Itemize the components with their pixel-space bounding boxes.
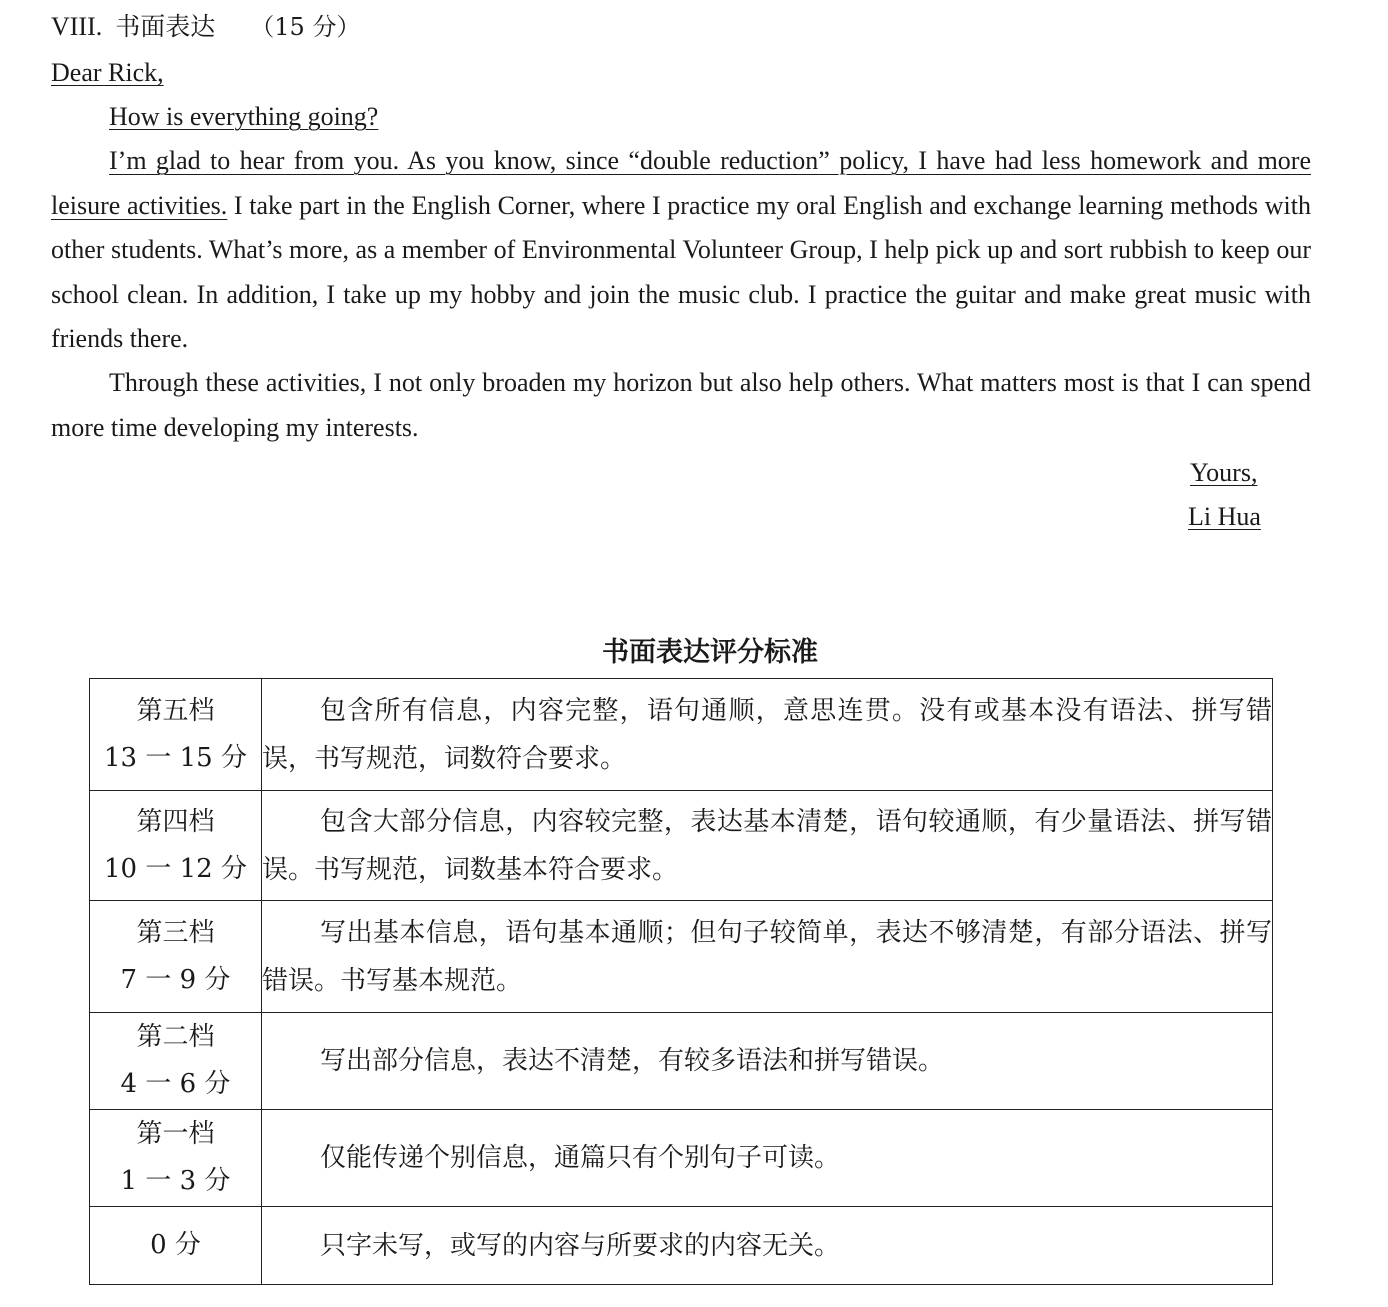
rubric-range: 7 一 9 分 [120, 964, 231, 995]
letter-paragraph-1-underlined: I’m glad to hear from you. As you know, since “double reduction” policy, I have had less homework and more leisure activities. [51, 146, 1311, 220]
rubric-range: 0 分 [150, 1230, 201, 1260]
letter-closing: Yours, [1190, 458, 1258, 487]
rubric-range: 1 一 3 分 [120, 1166, 231, 1196]
rubric-description-cell [262, 1207, 1273, 1285]
section-score: （15 分） [250, 13, 361, 41]
rubric-description-cell [262, 1110, 1273, 1207]
rubric-level-cell [90, 679, 262, 791]
section-title: 书面表达 [115, 12, 216, 41]
rubric-row [90, 901, 1273, 1013]
rubric-description: 包含所有信息，内容完整，语句通顺，意思连贯。没有或基本没有语法、拼写错误，书写规范，词数符合要求。 [262, 695, 1272, 774]
rubric-range: 10 一 12 分 [104, 853, 247, 884]
rubric-row [90, 791, 1273, 901]
rubric-level: 第一档 [136, 1119, 215, 1149]
rubric-level-cell [90, 1013, 262, 1110]
rubric-description: 只字未写，或写的内容与所要求的内容无关。 [320, 1230, 841, 1261]
rubric-description-cell [262, 679, 1273, 791]
rubric-description: 写出部分信息，表达不清楚，有较多语法和拼写错误。 [320, 1046, 945, 1076]
rubric-description-cell [262, 1013, 1273, 1110]
rubric-level-cell [90, 1207, 262, 1285]
rubric-table [89, 678, 1273, 1285]
rubric-range: 4 一 6 分 [120, 1069, 231, 1099]
rubric-title: 书面表达评分标准 [602, 637, 818, 668]
rubric-row [90, 1110, 1273, 1207]
letter-signature: Li Hua [1188, 502, 1261, 531]
rubric-description: 写出基本信息，语句基本通顺；但句子较简单，表达不够清楚，有部分语法、拼写错误。书写基本规范。 [262, 917, 1272, 996]
rubric-description-cell [262, 791, 1273, 901]
rubric-description: 包含大部分信息，内容较完整，表达基本清楚，语句较通顺，有少量语法、拼写错误。书写规范，词数基本符合要求。 [262, 806, 1272, 885]
section-header [51, 14, 360, 40]
rubric-row [90, 679, 1273, 791]
rubric-level-cell [90, 791, 262, 901]
rubric-row [90, 1207, 1273, 1285]
letter-greeting: Dear Rick, [51, 58, 164, 87]
letter-paragraph-1-rest: I take part in the English Corner, where I practice my oral English and exchange learning methods with other students. What’s more, as a member of Environmental Volunteer Group, I help pick up and sort rubbish to keep our school clean. In addition, I take up my hobby and join the music club. I practice the guitar and make great music with friends there. [51, 190, 1311, 353]
letter-paragraph-2: Through these activities, I not only broaden my horizon but also help others. What matters most is that I can spend more time developing my interests. [51, 368, 1311, 442]
section-number: VIII. [51, 12, 103, 41]
letter-paragraph-1 [51, 139, 1311, 362]
rubric-description-cell [262, 901, 1273, 1013]
rubric-level: 第二档 [136, 1022, 215, 1052]
letter-opening: How is everything going? [109, 102, 379, 131]
rubric-level: 第五档 [136, 695, 215, 726]
rubric-level-cell [90, 901, 262, 1013]
rubric-row [90, 1013, 1273, 1110]
rubric-range: 13 一 15 分 [104, 742, 247, 773]
rubric-level-cell [90, 1110, 262, 1207]
rubric-description: 仅能传递个别信息，通篇只有个别句子可读。 [320, 1143, 841, 1173]
rubric-level: 第三档 [136, 917, 215, 948]
rubric-level: 第四档 [136, 806, 215, 837]
